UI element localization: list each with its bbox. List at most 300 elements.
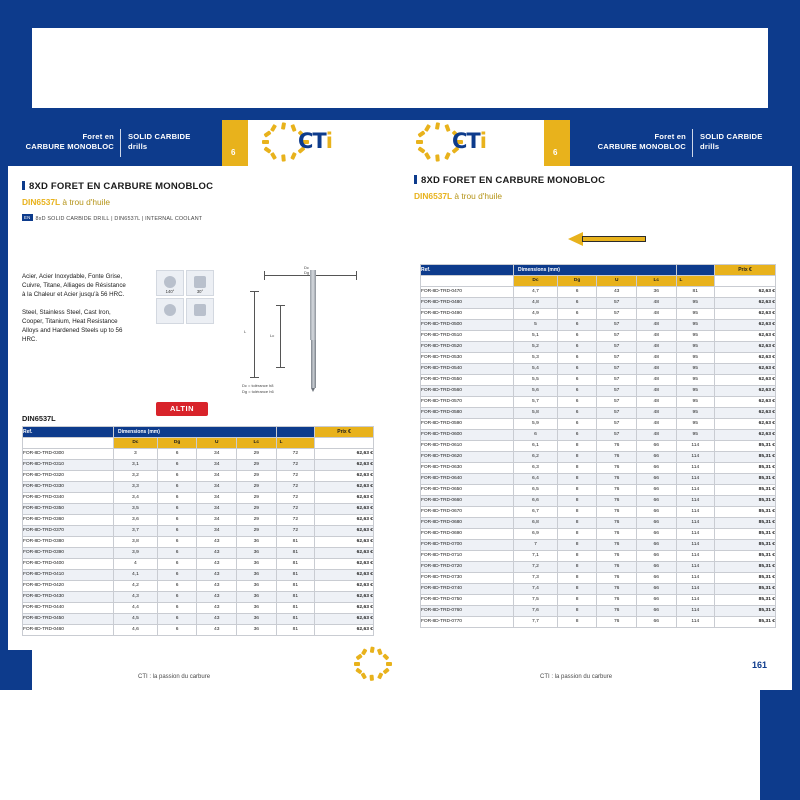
cell-u: 76 <box>597 551 637 562</box>
cell-u: 57 <box>597 430 637 441</box>
cell-lc: 36 <box>636 287 676 298</box>
table-row <box>421 353 776 364</box>
cell-l: 95 <box>676 309 714 320</box>
cell-u: 34 <box>197 493 237 504</box>
header-divider-right <box>692 129 693 157</box>
cell-dc: 3,2 <box>113 471 157 482</box>
cell-dc: 3 <box>113 449 157 460</box>
cell-ref: FOR-8D-TRD-0580 <box>421 408 514 419</box>
cell-lc: 66 <box>636 507 676 518</box>
col-dimensions: Dimensions (mm) <box>113 427 276 438</box>
cell-dc: 3,5 <box>113 504 157 515</box>
cell-dc: 4,6 <box>113 625 157 636</box>
coolant-icon <box>156 298 184 324</box>
cell-price: 62,63 € <box>715 331 776 342</box>
cell-l: 114 <box>676 529 714 540</box>
cell-dc: 7,3 <box>514 573 558 584</box>
cell-lc: 66 <box>636 463 676 474</box>
cell-ref: FOR-8D-TRD-0660 <box>421 496 514 507</box>
cell-dg: 8 <box>557 441 597 452</box>
cell-dc: 5,2 <box>514 342 558 353</box>
table-row <box>23 504 374 515</box>
material-description <box>22 272 130 353</box>
cell-l: 114 <box>676 452 714 463</box>
cell-lc: 66 <box>636 606 676 617</box>
cell-dg: 6 <box>157 504 197 515</box>
cell-l: 114 <box>676 551 714 562</box>
cell-dc: 5,6 <box>514 386 558 397</box>
cell-dc: 3,9 <box>113 548 157 559</box>
cell-dg: 8 <box>557 463 597 474</box>
cell-u: 34 <box>197 460 237 471</box>
frame-bottom-left-accent <box>0 650 32 690</box>
table-row <box>421 474 776 485</box>
col-price: Prix € <box>315 427 374 438</box>
cell-ref: FOR-8D-TRD-0620 <box>421 452 514 463</box>
header-divider-left <box>120 129 121 157</box>
cell-dc: 6,6 <box>514 496 558 507</box>
table-row <box>421 441 776 452</box>
cell-lc: 66 <box>636 474 676 485</box>
cell-dg: 6 <box>557 386 597 397</box>
cell-ref: FOR-8D-TRD-0430 <box>23 592 114 603</box>
cell-u: 57 <box>597 408 637 419</box>
cell-ref: FOR-8D-TRD-0360 <box>23 515 114 526</box>
cell-dc: 3,7 <box>113 526 157 537</box>
cell-dc: 7,1 <box>514 551 558 562</box>
cell-l: 95 <box>676 408 714 419</box>
cell-ref: FOR-8D-TRD-0390 <box>23 548 114 559</box>
cell-l: 81 <box>276 581 315 592</box>
cell-dg: 6 <box>157 570 197 581</box>
frame-top-white <box>32 28 768 108</box>
cell-u: 43 <box>197 614 237 625</box>
header-fr-line1-right: Foret en <box>654 132 686 141</box>
cell-l: 114 <box>676 463 714 474</box>
cell-l: 95 <box>676 353 714 364</box>
table-row <box>421 485 776 496</box>
logo-wordmark: CTi <box>452 129 486 153</box>
cell-ref: FOR-8D-TRD-0750 <box>421 595 514 606</box>
left-page <box>8 120 392 690</box>
cell-price: 85,31 € <box>715 584 776 595</box>
cell-price: 62,63 € <box>315 460 374 471</box>
left-footer: CTI : la passion du carbure <box>138 674 211 680</box>
cell-u: 43 <box>197 559 237 570</box>
table-row <box>421 584 776 595</box>
cell-lc: 66 <box>636 485 676 496</box>
cell-dg: 8 <box>557 529 597 540</box>
cell-u: 76 <box>597 540 637 551</box>
cell-lc: 66 <box>636 452 676 463</box>
frame-bottom-white <box>0 690 770 800</box>
cell-ref: FOR-8D-TRD-0720 <box>421 562 514 573</box>
cell-price: 62,63 € <box>315 504 374 515</box>
right-spec-table: Ref. Dimensions (mm) Prix € Dc Dg U Lc L FOR-8D-TRD-0470 4,7 6 43 36 81 62,63 € FOR-8D-TRD-0480 4,8 6 57 48 95 62,63 € FOR-8D-TRD-0490 4,9 6 57 48 95 62,63 € FOR-8D-TRD-0500 5 6 57 48 95 62,63 € FOR-8D-TRD-0510 5,1 6 57 48 95 62,63 € FOR-8D-TRD-0520 5,2 6 57 48 95 62,63 € FOR-8D-TRD-0530 5,3 6 57 48 95 62,63 € FOR-8D-TRD-0540 5,4 6 57 48 95 62,63 € FOR-8D-TRD-0550 5,5 6 57 48 95 62,63 € FOR-8D-TRD-0560 5,6 6 57 48 95 62,63 € FOR-8D-TRD-0570 5,7 6 57 48 95 62,63 € FOR-8D-TRD-0580 5,8 6 57 48 95 62,63 € FOR-8D-TRD-0590 5,9 6 57 48 95 62,63 € FOR-8D-TRD-0600 6 6 57 48 95 62,63 € FOR-8D-TRD-0610 6,1 8 76 66 114 85,31 € FOR-8D-TRD-0620 6,2 8 76 66 114 85,31 € FOR-8D-TRD-0630 6,3 8 76 66 114 85,31 € FOR-8D-TRD-0640 6,4 8 76 66 114 85,31 € FOR-8D-TRD-0650 6,5 8 76 66 114 85,31 € FOR-8D-TRD-0660 6,6 8 76 66 114 85,31 € FOR-8D-TRD-0670 6,7 8 76 66 114 85,31 € FOR-8D-TRD-0680 6,8 8 76 66 114 85,31 € FOR-8D-TRD-0690 6,9 8 76 66 114 85,31 € FOR-8D-TRD-0700 7 8 76 66 114 85,31 € FOR-8D-TRD-0710 7,1 8 76 66 114 85,31 € FOR-8D-TRD-0720 7,2 8 76 66 114 85,31 € FOR-8D-TRD-0730 7,3 8 76 66 114 85,31 € FOR-8D-TRD-0740 7,4 8 76 66 114 85,31 € FOR-8D-TRD-0750 7,5 8 76 66 114 85,31 € FOR-8D-TRD-0760 7,6 8 76 66 114 85,31 € FOR-8D-TRD-0770 7,7 8 76 66 114 85,31 € <box>420 264 776 628</box>
cell-lc: 48 <box>636 331 676 342</box>
cell-dg: 6 <box>557 397 597 408</box>
cell-dg: 6 <box>157 471 197 482</box>
cell-price: 85,31 € <box>715 529 776 540</box>
table-row <box>23 570 374 581</box>
cell-lc: 29 <box>237 526 277 537</box>
cell-price: 85,31 € <box>715 463 776 474</box>
cell-price: 62,63 € <box>715 342 776 353</box>
cell-price: 85,31 € <box>715 496 776 507</box>
cell-l: 81 <box>276 537 315 548</box>
cell-price: 62,63 € <box>315 581 374 592</box>
left-table-body <box>23 449 374 636</box>
cell-lc: 66 <box>636 496 676 507</box>
table-row <box>421 386 776 397</box>
cell-l: 114 <box>676 595 714 606</box>
cell-lc: 48 <box>636 419 676 430</box>
cell-lc: 66 <box>636 595 676 606</box>
cell-dc: 5,7 <box>514 397 558 408</box>
cell-price: 62,63 € <box>315 625 374 636</box>
cell-ref: FOR-8D-TRD-0400 <box>23 559 114 570</box>
cell-dc: 5,4 <box>514 364 558 375</box>
cell-u: 57 <box>597 419 637 430</box>
cell-dc: 4,7 <box>514 287 558 298</box>
cell-dc: 4,2 <box>113 581 157 592</box>
table-row <box>421 595 776 606</box>
table-row <box>421 551 776 562</box>
cell-dc: 6,2 <box>514 452 558 463</box>
cell-lc: 48 <box>636 342 676 353</box>
cell-dc: 7,4 <box>514 584 558 595</box>
cell-ref: FOR-8D-TRD-0420 <box>23 581 114 592</box>
left-page-header <box>8 120 392 166</box>
cell-l: 114 <box>676 518 714 529</box>
cell-price: 62,63 € <box>715 408 776 419</box>
table-row <box>421 320 776 331</box>
cell-dc: 6,4 <box>514 474 558 485</box>
cell-price: 62,63 € <box>315 603 374 614</box>
cell-l: 95 <box>676 320 714 331</box>
cell-dg: 6 <box>157 559 197 570</box>
table-row <box>421 309 776 320</box>
cell-lc: 36 <box>237 548 277 559</box>
table-row <box>23 460 374 471</box>
cell-dg: 6 <box>557 419 597 430</box>
table-row <box>23 515 374 526</box>
logo-wordmark: CTi <box>298 129 332 153</box>
cell-l: 95 <box>676 419 714 430</box>
cell-ref: FOR-8D-TRD-0490 <box>421 309 514 320</box>
cell-dg: 8 <box>557 606 597 617</box>
cell-price: 85,31 € <box>715 606 776 617</box>
cell-lc: 66 <box>636 529 676 540</box>
cell-dc: 7,5 <box>514 595 558 606</box>
table-row <box>23 471 374 482</box>
cell-l: 95 <box>676 342 714 353</box>
header-en-line2-right: drills <box>700 142 720 151</box>
cell-dg: 8 <box>557 507 597 518</box>
cell-dc: 3,6 <box>113 515 157 526</box>
coating-badge: ALTIN <box>156 402 208 416</box>
cell-l: 114 <box>676 573 714 584</box>
cell-u: 76 <box>597 452 637 463</box>
cell-ref: FOR-8D-TRD-0650 <box>421 485 514 496</box>
left-page-en-line: EN 8xD SOLID CARBIDE DRILL | DIN6537L | INTERNAL COOLANT <box>24 215 203 222</box>
cell-l: 95 <box>676 430 714 441</box>
cell-ref: FOR-8D-TRD-0710 <box>421 551 514 562</box>
cell-price: 85,31 € <box>715 518 776 529</box>
cell-dc: 5,5 <box>514 375 558 386</box>
cell-price: 62,63 € <box>715 397 776 408</box>
cell-price: 62,63 € <box>715 320 776 331</box>
table-row <box>421 364 776 375</box>
cell-dc: 6,3 <box>514 463 558 474</box>
cell-lc: 66 <box>636 573 676 584</box>
cell-lc: 66 <box>636 584 676 595</box>
point-angle-icon: 140° <box>156 270 184 296</box>
cell-lc: 66 <box>636 518 676 529</box>
cell-ref: FOR-8D-TRD-0700 <box>421 540 514 551</box>
cell-dc: 3,4 <box>113 493 157 504</box>
cell-u: 76 <box>597 485 637 496</box>
cell-l: 114 <box>676 540 714 551</box>
cell-u: 76 <box>597 463 637 474</box>
cell-dc: 5,3 <box>514 353 558 364</box>
cell-dc: 4,4 <box>113 603 157 614</box>
cell-l: 95 <box>676 331 714 342</box>
cell-lc: 48 <box>636 320 676 331</box>
cell-dc: 4 <box>113 559 157 570</box>
cell-dc: 4,1 <box>113 570 157 581</box>
cell-l: 95 <box>676 375 714 386</box>
cell-lc: 66 <box>636 441 676 452</box>
table-row <box>421 298 776 309</box>
cell-lc: 48 <box>636 353 676 364</box>
cell-l: 81 <box>276 614 315 625</box>
cell-l: 114 <box>676 507 714 518</box>
helix-angle-icon: 30° <box>186 270 214 296</box>
table-row <box>421 507 776 518</box>
frame-top <box>0 0 800 28</box>
right-page-number: 161 <box>752 660 768 670</box>
cell-dg: 8 <box>557 595 597 606</box>
right-table-body <box>421 287 776 628</box>
col-ref: Ref. <box>23 427 114 438</box>
cell-dc: 6,5 <box>514 485 558 496</box>
table-row <box>421 463 776 474</box>
cell-ref: FOR-8D-TRD-0680 <box>421 518 514 529</box>
footer-sunburst-icon <box>352 648 396 682</box>
cell-dc: 6,9 <box>514 529 558 540</box>
cell-l: 95 <box>676 386 714 397</box>
table-row <box>23 603 374 614</box>
cell-price: 62,63 € <box>315 592 374 603</box>
cell-lc: 48 <box>636 298 676 309</box>
cell-price: 85,31 € <box>715 595 776 606</box>
cell-price: 62,63 € <box>715 309 776 320</box>
cell-l: 95 <box>676 298 714 309</box>
table-row <box>421 518 776 529</box>
cell-dg: 6 <box>157 460 197 471</box>
cell-l: 114 <box>676 606 714 617</box>
cell-dg: 6 <box>557 375 597 386</box>
cell-l: 72 <box>276 493 315 504</box>
cell-l: 81 <box>676 287 714 298</box>
cell-ref: FOR-8D-TRD-0410 <box>23 570 114 581</box>
table-row <box>421 606 776 617</box>
cell-l: 81 <box>276 592 315 603</box>
cell-ref: FOR-8D-TRD-0530 <box>421 353 514 364</box>
cell-lc: 48 <box>636 430 676 441</box>
cell-lc: 36 <box>237 625 277 636</box>
yellow-arrow-annotation <box>568 232 646 246</box>
cell-u: 76 <box>597 562 637 573</box>
cell-u: 57 <box>597 375 637 386</box>
cell-dc: 5,8 <box>514 408 558 419</box>
cell-u: 57 <box>597 386 637 397</box>
header-en-line1-right: SOLID CARBIDE <box>700 132 763 141</box>
cell-ref: FOR-8D-TRD-0330 <box>23 482 114 493</box>
table-row <box>421 496 776 507</box>
cell-dg: 6 <box>557 364 597 375</box>
cell-dc: 7,6 <box>514 606 558 617</box>
drill-photo <box>308 270 318 390</box>
cell-u: 43 <box>197 603 237 614</box>
cell-dg: 6 <box>557 430 597 441</box>
header-fr-line2-left: CARBURE MONOBLOC <box>25 142 114 151</box>
cell-dg: 6 <box>557 298 597 309</box>
cell-lc: 48 <box>636 408 676 419</box>
cell-lc: 29 <box>237 449 277 460</box>
header-gold-tab-left <box>222 120 248 166</box>
cell-dg: 6 <box>157 537 197 548</box>
right-page-title: 8XD FORET EN CARBURE MONOBLOC <box>414 170 782 188</box>
cell-ref: FOR-8D-TRD-0320 <box>23 471 114 482</box>
cell-price: 62,63 € <box>315 526 374 537</box>
cell-l: 81 <box>276 625 315 636</box>
right-footer: CTI : la passion du carbure <box>540 674 613 680</box>
cell-l: 114 <box>676 617 714 628</box>
cell-dg: 6 <box>157 515 197 526</box>
cell-ref: FOR-8D-TRD-0540 <box>421 364 514 375</box>
cell-lc: 36 <box>237 559 277 570</box>
cell-u: 57 <box>597 309 637 320</box>
cell-dc: 5,1 <box>514 331 558 342</box>
cell-lc: 66 <box>636 551 676 562</box>
cell-l: 81 <box>276 603 315 614</box>
table-row <box>421 529 776 540</box>
cell-dc: 7,7 <box>514 617 558 628</box>
header-fr-line2-right: CARBURE MONOBLOC <box>597 142 686 151</box>
cell-price: 85,31 € <box>715 452 776 463</box>
cell-ref: FOR-8D-TRD-0350 <box>23 504 114 515</box>
cell-l: 114 <box>676 584 714 595</box>
cell-ref: FOR-8D-TRD-0500 <box>421 320 514 331</box>
cell-ref: FOR-8D-TRD-0560 <box>421 386 514 397</box>
cell-u: 57 <box>597 320 637 331</box>
cell-l: 81 <box>276 548 315 559</box>
cell-dg: 6 <box>557 331 597 342</box>
cell-u: 34 <box>197 504 237 515</box>
cell-lc: 36 <box>237 537 277 548</box>
description-en: Steel, Stainless Steel, Cast Iron, Cooper, Titanium, Heat Resistance Alloys and Hardened Steels up to 56 HRC. <box>22 309 123 343</box>
cell-ref: FOR-8D-TRD-0630 <box>421 463 514 474</box>
cell-price: 62,63 € <box>715 298 776 309</box>
right-page <box>400 120 792 690</box>
cell-dc: 3,8 <box>113 537 157 548</box>
cell-dg: 6 <box>157 493 197 504</box>
cell-lc: 29 <box>237 504 277 515</box>
cell-ref: FOR-8D-TRD-0450 <box>23 614 114 625</box>
cell-u: 57 <box>597 364 637 375</box>
cell-price: 85,31 € <box>715 474 776 485</box>
cell-dc: 6 <box>514 430 558 441</box>
cell-u: 43 <box>197 548 237 559</box>
cell-lc: 36 <box>237 603 277 614</box>
cell-l: 72 <box>276 449 315 460</box>
cell-u: 34 <box>197 482 237 493</box>
cell-dc: 6,7 <box>514 507 558 518</box>
cell-l: 95 <box>676 397 714 408</box>
cell-u: 57 <box>597 397 637 408</box>
cell-price: 85,31 € <box>715 562 776 573</box>
cell-dg: 6 <box>157 581 197 592</box>
left-spec-table: Ref. Dimensions (mm) Prix € Dc Dg U Lc L FOR-8D-TRD-0300 3 6 34 29 72 62,63 € FOR-8D-TRD-0310 3,1 6 34 29 72 62,63 € FOR-8D-TRD-0320 3,2 6 34 29 72 62,63 € FOR-8D-TRD-0330 3,3 6 34 29 72 62,63 € FOR-8D-TRD-0340 3,4 6 34 29 72 62,63 € FOR-8D-TRD-0350 3,5 6 34 29 72 62,63 € FOR-8D-TRD-0360 3,6 6 34 29 72 62,63 € FOR-8D-TRD-0370 3,7 6 34 29 72 62,63 € FOR-8D-TRD-0380 3,8 6 43 36 81 62,63 € FOR-8D-TRD-0390 3,9 6 43 36 81 62,63 € FOR-8D-TRD-0400 4 6 43 36 81 62,63 € FOR-8D-TRD-0410 4,1 6 43 36 81 62,63 € FOR-8D-TRD-0420 4,2 6 43 36 81 62,63 € FOR-8D-TRD-0430 4,3 6 43 36 81 62,63 € FOR-8D-TRD-0440 4,4 6 43 36 81 62,63 € FOR-8D-TRD-0450 4,5 6 43 36 81 62,63 € FOR-8D-TRD-0460 4,6 6 43 36 81 62,63 € <box>22 426 374 636</box>
table-row <box>421 287 776 298</box>
table-row <box>23 548 374 559</box>
cell-u: 76 <box>597 441 637 452</box>
cell-lc: 29 <box>237 471 277 482</box>
cell-dg: 6 <box>157 526 197 537</box>
table-row <box>23 526 374 537</box>
table-row <box>23 614 374 625</box>
cell-u: 76 <box>597 529 637 540</box>
cell-dc: 4,9 <box>514 309 558 320</box>
cell-price: 62,63 € <box>715 364 776 375</box>
table-row <box>23 537 374 548</box>
cell-u: 43 <box>197 592 237 603</box>
cell-u: 76 <box>597 507 637 518</box>
cell-ref: FOR-8D-TRD-0460 <box>23 625 114 636</box>
cell-price: 62,63 € <box>315 493 374 504</box>
left-page-subtitle: DIN6537L à trou d'huile <box>22 197 111 207</box>
cell-u: 76 <box>597 584 637 595</box>
cell-price: 62,63 € <box>315 548 374 559</box>
cell-lc: 48 <box>636 397 676 408</box>
header-en-line2-left: drills <box>128 142 148 151</box>
cell-dg: 8 <box>557 562 597 573</box>
cell-ref: FOR-8D-TRD-0440 <box>23 603 114 614</box>
right-title-block <box>414 170 782 201</box>
table-row <box>421 419 776 430</box>
left-title-block <box>22 176 382 222</box>
cell-u: 43 <box>597 287 637 298</box>
cell-lc: 48 <box>636 309 676 320</box>
cell-l: 114 <box>676 496 714 507</box>
cell-dg: 6 <box>557 309 597 320</box>
right-page-subtitle: DIN6537L à trou d'huile <box>414 191 503 201</box>
cell-ref: FOR-8D-TRD-0570 <box>421 397 514 408</box>
cell-u: 34 <box>197 471 237 482</box>
cell-price: 62,63 € <box>315 482 374 493</box>
cell-dg: 6 <box>557 287 597 298</box>
cell-u: 57 <box>597 353 637 364</box>
left-table-title: DIN6537L <box>22 414 56 423</box>
cell-u: 43 <box>197 570 237 581</box>
cell-dg: 6 <box>157 625 197 636</box>
flute-icon <box>186 298 214 324</box>
logo-right <box>414 124 534 162</box>
cell-price: 85,31 € <box>715 507 776 518</box>
cell-dg: 8 <box>557 617 597 628</box>
